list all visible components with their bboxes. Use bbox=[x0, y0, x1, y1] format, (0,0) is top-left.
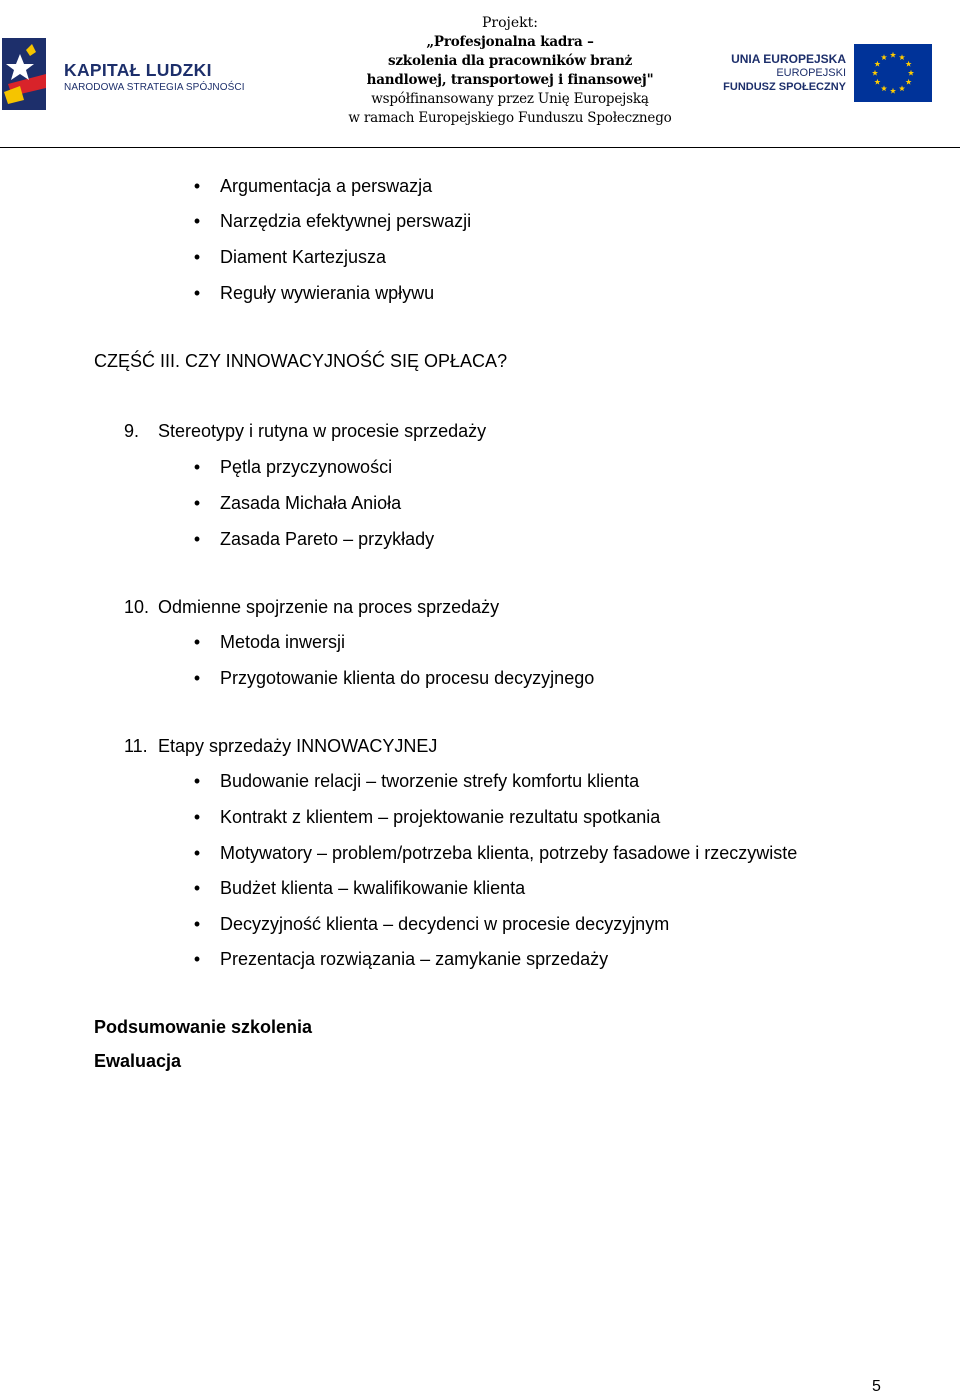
project-label: Projekt: bbox=[482, 15, 538, 31]
evaluation-heading: Ewaluacja bbox=[94, 1051, 182, 1071]
list-item-text: Reguły wywierania wpływu bbox=[220, 283, 435, 303]
eu-logo-text bbox=[720, 52, 846, 94]
list-item-text: Pętla przyczynowości bbox=[220, 457, 393, 477]
bullet-icon: • bbox=[193, 771, 201, 791]
summary-heading: Podsumowanie szkolenia bbox=[94, 1017, 313, 1037]
list-item-text: Budowanie relacji – tworzenie strefy komfortu klienta bbox=[220, 771, 640, 791]
page-header bbox=[0, 0, 960, 150]
list-item-text: Motywatory – problem/potrzeba klienta, potrzeby fasadowe i rzeczywiste bbox=[220, 843, 798, 863]
eu-logo-line: UNIA EUROPEJSKA bbox=[731, 52, 846, 66]
kapital-ludzki-logo-icon bbox=[2, 34, 48, 112]
list-item-text: Diament Kartezjusza bbox=[220, 247, 387, 267]
page-number: 5 bbox=[872, 1378, 881, 1395]
bullet-icon: • bbox=[193, 668, 201, 688]
section-title: Etapy sprzedaży INNOWACYJNEJ bbox=[158, 736, 438, 756]
project-info bbox=[340, 14, 680, 128]
bullet-icon: • bbox=[193, 632, 201, 652]
part-title: CZĘŚĆ III. CZY INNOWACYJNOŚĆ SIĘ OPŁACA? bbox=[94, 351, 508, 371]
list-item-text: Przygotowanie klienta do procesu decyzyjnego bbox=[220, 668, 595, 688]
bullet-icon: • bbox=[193, 176, 201, 196]
bullet-icon: • bbox=[193, 493, 201, 513]
bullet-icon: • bbox=[193, 914, 201, 934]
bullet-icon: • bbox=[193, 457, 201, 477]
bullet-icon: • bbox=[193, 247, 201, 267]
list-item-text: Zasada Pareto – przykłady bbox=[220, 529, 435, 549]
section-title: Stereotypy i rutyna w procesie sprzedaży bbox=[158, 421, 487, 441]
list-item-text: Kontrakt z klientem – projektowanie rezultatu spotkania bbox=[220, 807, 661, 827]
bullet-icon: • bbox=[193, 283, 201, 303]
bullet-icon: • bbox=[193, 878, 201, 898]
kapital-ludzki-name: KAPITAŁ LUDZKI bbox=[64, 60, 212, 80]
eu-flag-icon bbox=[854, 44, 932, 102]
eu-logo-line: FUNDUSZ SPOŁECZNY bbox=[723, 81, 846, 93]
project-title-line: handlowej, transportowej i finansowej" bbox=[366, 72, 654, 88]
section-number: 10. bbox=[124, 597, 150, 617]
section-number: 11. bbox=[124, 736, 148, 756]
eu-logo-line: EUROPEJSKI bbox=[776, 67, 846, 79]
list-item-text: Argumentacja a perswazja bbox=[220, 176, 433, 196]
bullet-icon: • bbox=[193, 949, 201, 969]
project-funding-line: współfinansowany przez Unię Europejską bbox=[371, 91, 649, 107]
section-number: 9. bbox=[124, 421, 140, 441]
project-title-line: szkolenia dla pracowników branż bbox=[387, 53, 633, 69]
project-title-line: „Profesjonalna kadra – bbox=[426, 34, 594, 50]
list-item-text: Prezentacja rozwiązania – zamykanie sprzedaży bbox=[220, 949, 609, 969]
bullet-icon: • bbox=[193, 807, 201, 827]
header-divider bbox=[0, 147, 960, 148]
bullet-icon: • bbox=[193, 211, 201, 231]
list-item-text: Budżet klienta – kwalifikowanie klienta bbox=[220, 878, 526, 898]
kapital-ludzki-subtitle: NARODOWA STRATEGIA SPÓJNOŚCI bbox=[64, 82, 245, 93]
list-item-text: Metoda inwersji bbox=[220, 632, 346, 652]
bullet-icon: • bbox=[193, 529, 201, 549]
section-title: Odmienne spojrzenie na proces sprzedaży bbox=[158, 597, 500, 617]
list-item-text: Zasada Michała Anioła bbox=[220, 493, 402, 513]
list-item-text: Narzędzia efektywnej perswazji bbox=[220, 211, 472, 231]
bullet-icon: • bbox=[193, 843, 201, 863]
project-funding-line: w ramach Europejskiego Funduszu Społecznego bbox=[348, 110, 672, 126]
list-item-text: Decyzyjność klienta – decydenci w procesie decyzyjnym bbox=[220, 914, 670, 934]
